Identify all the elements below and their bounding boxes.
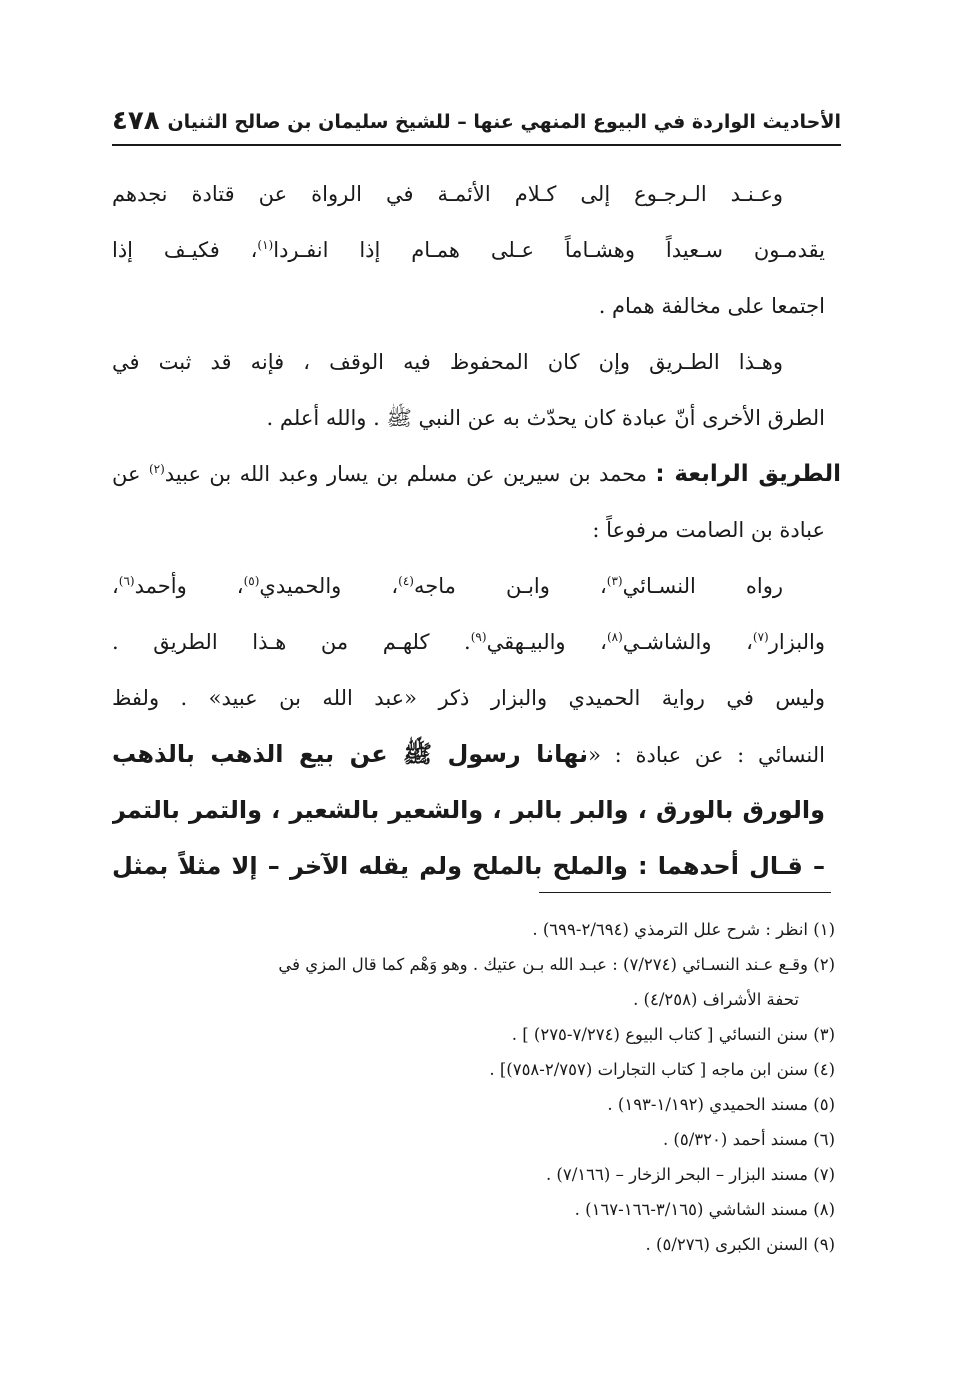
footnote-ref[interactable]: (٤) <box>398 574 414 588</box>
paragraph-4-line-3: وليس في رواية الحميدي والبزار ذكر «عبد الله بن عبيد» . ولفظ <box>112 686 825 710</box>
main-text <box>112 166 841 894</box>
text-run: والبزار <box>768 630 825 654</box>
footnote-ref[interactable]: (٩) <box>470 630 487 644</box>
footnote-8: (٨) مسند الشاشي (٣/١٦٥-١٦٦-١٦٧) . <box>574 1200 835 1219</box>
footnote-ref[interactable]: (٦) <box>118 574 135 588</box>
text-run: . كلهـم من هـذا الطريق . <box>112 630 471 654</box>
footnote-divider <box>539 892 831 893</box>
text-run: عن <box>112 462 149 486</box>
footnote-4: (٤) سنن ابن ماجه [ كتاب التجارات (٢/٧٥٧-٧٥٨)] . <box>489 1060 835 1079</box>
text-run: ، <box>112 574 119 598</box>
paragraph-3-line-1 <box>112 446 841 502</box>
paragraph-4-line-1 <box>112 558 825 614</box>
footnote-5: (٥) مسند الحميدي (١/١٩٢-١٩٣) . <box>607 1095 835 1114</box>
footnote-ref[interactable]: (٧) <box>752 630 769 644</box>
footnote-2: (٢) وقـع عـند النسـائي (٧/٢٧٤) : عبـد الله بـن عتيك . وهو وَهْم كما قال المزي في <box>278 955 835 974</box>
running-title: الأحاديث الواردة في البيوع المنهي عنها – للشيخ سليمان بن صالح الثنيان <box>167 111 841 133</box>
text-run: ، وأحمد <box>134 574 244 598</box>
text-run: ، فكيـف إذا <box>112 238 258 262</box>
section-lead: الطريق الرابعة : <box>655 461 841 487</box>
paragraph-2-line-1: وهـذا الطـريق وإن كان المحفوظ فيه الوقف ، فإنه قد ثبت في <box>112 350 783 374</box>
paragraph-1-line-3: اجتمعا على مخالفة همام . <box>598 294 825 318</box>
text-run: يقدمـون سـعيداً وهشـاماً عـلى همـام إذا انفـردا <box>273 238 825 262</box>
footnote-ref[interactable]: (٥) <box>243 574 260 588</box>
text-run: النسائي : عن عبادة : « <box>588 743 825 767</box>
paragraph-3-line-2: عبادة بن الصامت مرفوعاً : <box>592 518 825 542</box>
paragraph-1-line-1: وعـنـد الـرجـوع إلى كـلام الأئمـة في الرواة عن قتادة نجدهم <box>112 182 783 206</box>
page-header <box>112 96 841 138</box>
footnote-9: (٩) السنن الكبرى (٥/٢٧٦) . <box>645 1235 835 1254</box>
paragraph-4-line-4 <box>112 726 825 782</box>
footnote-ref[interactable]: (٢) <box>148 462 165 476</box>
footnote-2-continuation: تحفة الأشراف (٤/٢٥٨) . <box>633 990 799 1009</box>
text-run: ، والحميدي <box>259 574 399 598</box>
footnote-6: (٦) مسند أحمد (٥/٣٢٠) . <box>662 1130 835 1149</box>
footnote-ref[interactable]: (١) <box>257 238 274 252</box>
page-number: ٤٧٨ <box>112 106 160 136</box>
paragraph-2-line-2: الطرق الأخرى أنّ عبادة كان يحدّث به عن النبي ﷺ . والله أعلم . <box>266 406 825 430</box>
text-run: ، والشاشـي <box>622 630 753 654</box>
hadith-line-3: – قـال أحدهما : والملح بالملح ولم يقله الآخر – إلا مثلاً بمثل <box>112 852 825 880</box>
paragraph-1-line-2 <box>112 222 825 278</box>
footnote-ref[interactable]: (٨) <box>606 630 623 644</box>
header-divider <box>112 144 841 146</box>
paragraph-4-line-2 <box>112 614 825 670</box>
text-run: ، والبيـهقي <box>486 630 607 654</box>
footnote-1: (١) انظر : شرح علل الترمذي (٢/٦٩٤-٦٩٩) . <box>532 920 835 939</box>
hadith-line-2: والورق بالورق ، والبر بالبر ، والشعير بالشعير ، والتمر بالتمر <box>112 796 825 824</box>
text-run: رواه النسـائي <box>622 574 783 598</box>
text-run: محمد بن سيرين عن مسلم بن يسار وعبد الله بن عبيد <box>164 462 656 486</box>
text-run: ، وابـن ماجه <box>413 574 607 598</box>
hadith-text: نهانا رسول ﷺ عن بيع الذهب بالذهب <box>112 740 589 768</box>
footnotes <box>100 912 835 1262</box>
footnote-ref[interactable]: (٣) <box>606 574 623 588</box>
footnote-3: (٣) سنن النسائي [ كتاب البيوع (٧/٢٧٤-٢٧٥) ] . <box>511 1025 835 1044</box>
footnote-7: (٧) مسند البزار – البحر الزخار – (٧/١٦٦) . <box>545 1165 835 1184</box>
